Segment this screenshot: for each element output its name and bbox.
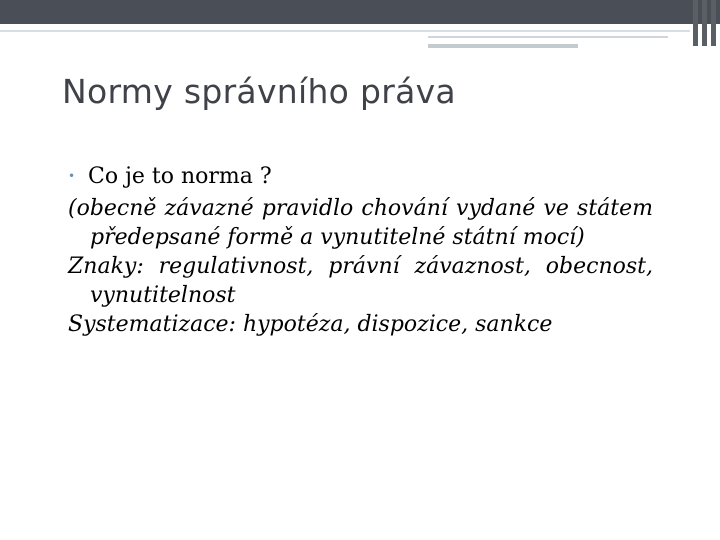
decorative-line — [428, 44, 578, 48]
definition-paragraph: (obecně závazné pravidlo chování vydané ve státem předepsané formě a vynutitelné státní mocí) — [68, 196, 653, 250]
top-accent-stripe — [711, 0, 716, 46]
top-accent-stripe — [693, 0, 698, 46]
top-banner — [0, 0, 720, 24]
slide-content — [68, 162, 653, 339]
slide-title: Normy správního práva — [62, 72, 456, 111]
decorative-line — [428, 36, 668, 38]
systematization-paragraph: Systematizace: hypotéza, dispozice, sankce — [68, 312, 553, 337]
features-paragraph: Znaky: regulativnost, právní závaznost, obecnost, vynutitelnost — [68, 254, 653, 308]
decorative-line — [0, 30, 690, 32]
bullet-item — [68, 162, 653, 194]
bullet-text: Co je to norma ? — [88, 164, 272, 189]
bullet-marker-icon: • — [68, 169, 76, 183]
top-accent-stripe — [702, 0, 707, 46]
